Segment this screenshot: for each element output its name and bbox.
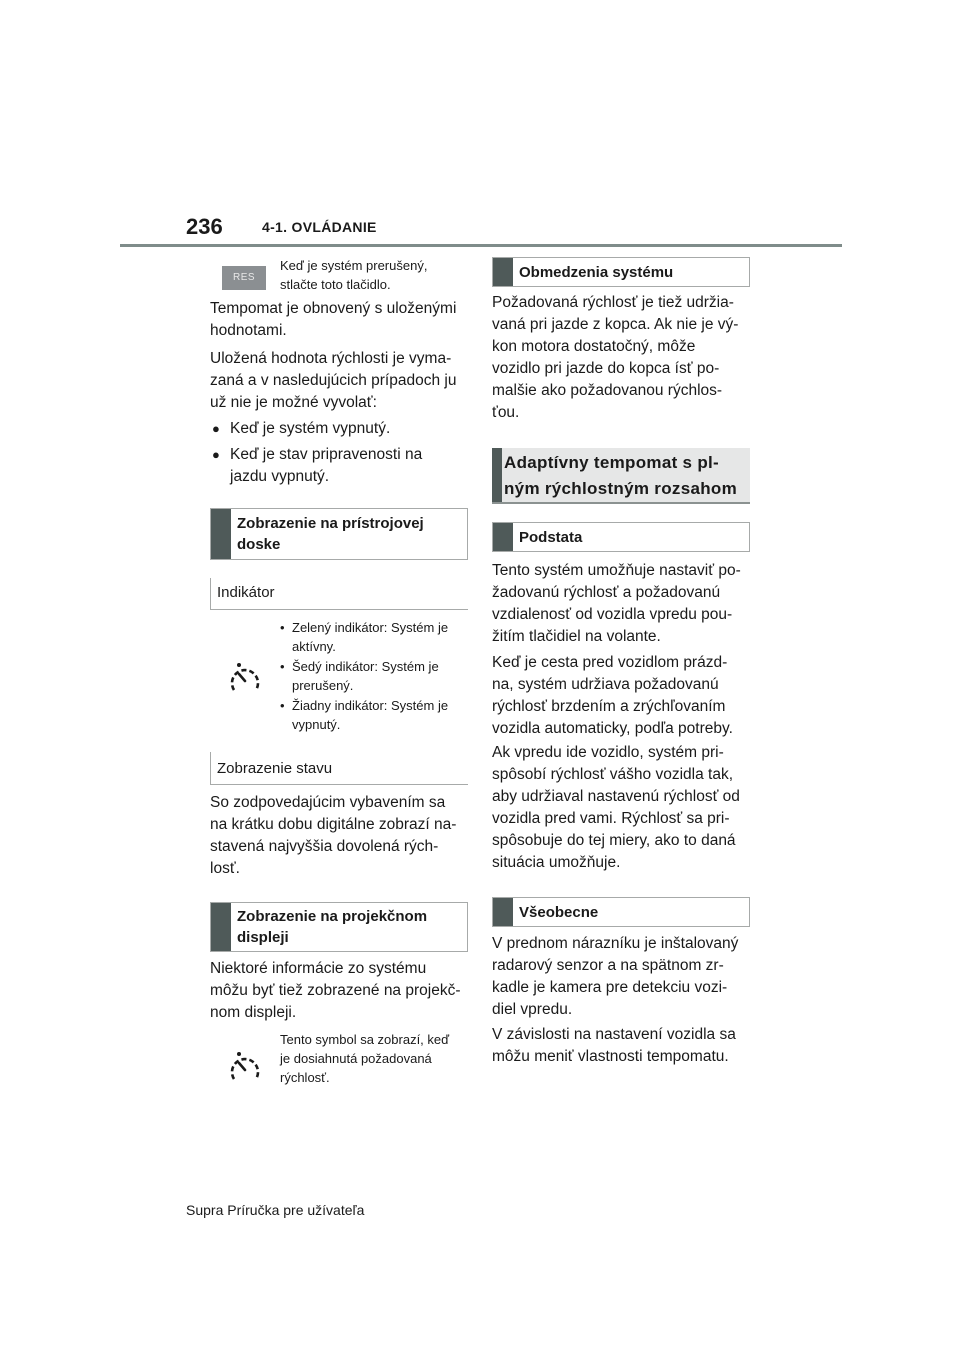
heading-tab (492, 448, 502, 504)
paragraph-status-display: So zodpovedajúcim vybavením sa na krátku dobu digitálne zobrazí na- stavená najvyššia dovolená rých- losť. (210, 794, 457, 877)
res-button-image: RES (222, 266, 266, 290)
table-divider (210, 784, 468, 785)
bullet-item: ● Keď je stav pripravenosti na jazdu vypnutý. (212, 446, 423, 485)
res-caption: Keď je systém prerušený, stlačte toto tlačidlo. (280, 258, 428, 292)
bullet-item: ● Keď je systém vypnutý. (212, 418, 390, 440)
speedometer-icon (228, 1051, 262, 1085)
paragraph-empty-road: Keď je cesta pred vozidlom prázd- na, systém udržiava požadovanú rýchlosť brzdením a zrýchľovaním vozidla automaticky, podľa potreby. (492, 654, 733, 737)
footer-text: Supra Príručka pre užívateľa (186, 1202, 365, 1218)
heading-system-limits: Obmedzenia systému (492, 257, 750, 287)
paragraph-settings: V závislosti na nastavení vozidla sa môžu meniť vlastnosti tempomatu. (492, 1026, 736, 1065)
heading-tab (493, 523, 513, 551)
symbol-caption: Tento symbol sa zobrazí, keď je dosiahnutá požadovaná rýchlosť. (280, 1032, 450, 1085)
paragraph-projection: Niektoré informácie zo systému môžu byť tiež zobrazené na projekč- nom displeji. (210, 960, 461, 1021)
table-border (210, 752, 211, 784)
table-label-status: Zobrazenie stavu (217, 760, 333, 777)
paragraph-vehicle-ahead: Ak vpredu ide vozidlo, systém pri- spôsobí rýchlosť vášho vozidla tak, aby udržiaval nastavenú rýchlosť od vozidla pred vami. Rýchlosť sa pri- spôsobuje do tej miery, ako to daná situácia umožňuje. (492, 744, 740, 871)
list-item: • Zelený indikátor: Systém je aktívny. (280, 620, 449, 654)
list-item: • Žiadny indikátor: Systém je vypnutý. (280, 698, 449, 732)
paragraph-sensors: V prednom nárazníku je inštalovaný radarový senzor a na spätnom zr- kadle je kamera pre detekciu vozi- diel vpredu. (492, 935, 739, 1018)
heading-tab (211, 903, 231, 951)
section-title: 4-1. OVLÁDANIE (262, 219, 377, 235)
header-rule (120, 244, 842, 247)
heading-general: Všeobecne (492, 897, 750, 927)
heading-tab (493, 258, 513, 286)
table-border (210, 578, 211, 610)
heading-instrument-display: Zobrazenie na prístrojovej doske (210, 508, 468, 560)
heading-tab (211, 509, 231, 559)
heading-projection-display: Zobrazenie na projekčnom displeji (210, 902, 468, 952)
bullet-dot: ● (212, 421, 220, 436)
heading-adaptive-cruise: Adaptívny tempomat s pl- ným rýchlostným rozsahom (492, 448, 750, 504)
paragraph-limits: Požadovaná rýchlosť je tiež udržia- vaná pri jazde z kopca. Ak nie je vý- kon motora dostatočný, môže vozidlo pri jazde do kopca ísť po- malšie ako požadovanou rýchlos- ťou. (492, 294, 739, 421)
paragraph-restore: Tempomat je obnovený s uloženými hodnotami. (210, 300, 457, 339)
paragraph-stored-speed: Uložená hodnota rýchlosti je vyma- zaná a v nasledujúcich prípadoch ju už nie je možné vyvolať: (210, 350, 457, 411)
indicator-list (280, 618, 470, 734)
speedometer-icon (228, 662, 262, 696)
heading-tab (493, 898, 513, 926)
page-number: 236 (186, 214, 223, 239)
table-label-indicator: Indikátor (217, 584, 275, 601)
list-item: • Šedý indikátor: Systém je prerušený. (280, 659, 439, 693)
paragraph-principle: Tento systém umožňuje nastaviť po- žadovanú rýchlosť a požadovanú vzdialenosť od vozidla vpredu pou- žitím tlačidiel na volante. (492, 562, 741, 645)
heading-principle: Podstata (492, 522, 750, 552)
table-divider (210, 609, 468, 610)
bullet-dot: ● (212, 447, 220, 462)
